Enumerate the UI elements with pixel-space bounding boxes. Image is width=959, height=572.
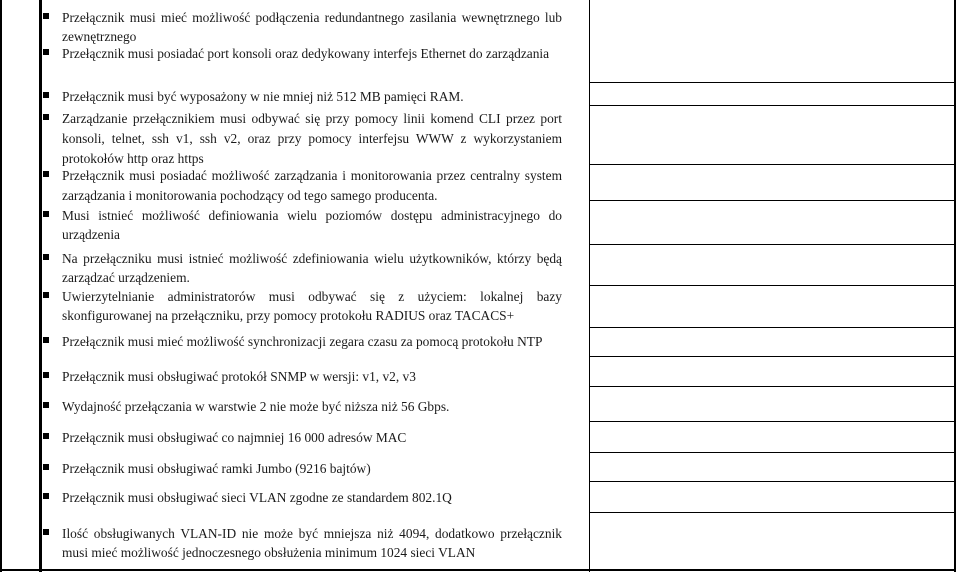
list-item-text: Wydajność przełączania w warstwie 2 nie może być niższa niż 56 Gbps. <box>62 399 450 414</box>
list-item <box>62 332 562 351</box>
list-item <box>62 249 562 287</box>
list-item-text: Przełącznik musi obsługiwać protokół SNMP w wersji: v1, v2, v3 <box>62 369 416 384</box>
bullet-icon <box>43 493 49 499</box>
list-item <box>62 109 562 169</box>
row-divider <box>589 164 954 165</box>
list-item-text: Przełącznik musi obsługiwać sieci VLAN zgodne ze standardem 802.1Q <box>62 490 452 505</box>
list-item-text: Przełącznik musi obsługiwać co najmniej 16 000 adresów MAC <box>62 430 407 445</box>
row-divider <box>589 244 954 245</box>
bullet-icon <box>43 92 49 98</box>
bullet-icon <box>43 433 49 439</box>
row-divider <box>589 105 954 106</box>
bullet-icon <box>43 49 49 55</box>
list-item <box>62 166 562 206</box>
list-item <box>62 488 562 507</box>
list-item <box>62 397 562 416</box>
bullet-icon <box>43 402 49 408</box>
list-item <box>62 8 562 46</box>
row-divider <box>589 327 954 328</box>
row-divider <box>589 200 954 201</box>
list-item <box>62 44 562 63</box>
list-item <box>62 428 562 447</box>
row-divider <box>589 452 954 453</box>
list-item-text: Musi istnieć możliwość definiowania wielu poziomów dostępu administracyjnego do urządzenia <box>62 208 562 242</box>
row-divider <box>589 421 954 422</box>
list-item <box>62 459 562 478</box>
list-item <box>62 287 562 325</box>
table-border-right <box>954 0 956 572</box>
bullet-icon <box>43 13 49 19</box>
bullet-icon <box>43 211 49 217</box>
list-item-text: Przełącznik musi mieć możliwość podłączenia redundantnego zasilania wewnętrznego lub zewnętrznego <box>62 10 562 44</box>
list-item-text: Przełącznik musi być wyposażony w nie mniej niż 512 MB pamięci RAM. <box>62 89 464 104</box>
list-item <box>62 367 562 386</box>
row-divider <box>589 356 954 357</box>
row-divider <box>589 386 954 387</box>
list-item-text: Przełącznik musi mieć możliwość synchronizacji zegara czasu za pomocą protokołu NTP <box>62 334 543 349</box>
column-divider <box>589 0 590 572</box>
list-item <box>62 206 562 244</box>
list-item-text: Ilość obsługiwanych VLAN-ID nie może być mniejsza niż 4094, dodatkowo przełącznik musi mieć możliwość jednoczesnego obsłużenia minimum 1024 sieci VLAN <box>62 526 562 560</box>
row-divider <box>589 512 954 513</box>
bullet-icon <box>43 254 49 260</box>
bullet-icon <box>43 171 49 177</box>
row-divider <box>589 481 954 482</box>
bullet-icon <box>43 292 49 298</box>
bullet-icon <box>43 529 49 535</box>
table-border-bottom <box>0 569 956 571</box>
list-item-text: Uwierzytelnianie administratorów musi odbywać się z użyciem: lokalnej bazy skonfigurowanej na przełączniku, przy pomocy protokołu RADIUS oraz TACACS+ <box>62 289 562 323</box>
list-item-text: Przełącznik musi posiadać możliwość zarządzania i monitorowania przez centralny system zarządzania i monitorowania pochodzący od tego samego producenta. <box>62 168 562 203</box>
table-border-left-inner <box>39 0 42 572</box>
row-divider <box>589 82 954 83</box>
list-item <box>62 87 562 106</box>
bullet-icon <box>43 372 49 378</box>
list-item-text: Na przełączniku musi istnieć możliwość zdefiniowania wielu użytkowników, którzy będą zarządzać urządzeniem. <box>62 251 562 285</box>
bullet-icon <box>43 114 49 120</box>
list-item-text: Przełącznik musi obsługiwać ramki Jumbo (9216 bajtów) <box>62 461 371 476</box>
list-item <box>62 524 562 562</box>
row-divider <box>589 285 954 286</box>
list-item-text: Przełącznik musi posiadać port konsoli oraz dedykowany interfejs Ethernet do zarządzania <box>62 46 550 61</box>
table-border-left <box>0 0 2 572</box>
list-item-text: Zarządzanie przełącznikiem musi odbywać się przy pomocy linii komend CLI przez port konsoli, telnet, ssh v1, ssh v2, oraz przy pomocy interfejsu WWW z wykorzystaniem protokołów http oraz https <box>62 111 562 166</box>
bullet-icon <box>43 337 49 343</box>
bullet-icon <box>43 464 49 470</box>
